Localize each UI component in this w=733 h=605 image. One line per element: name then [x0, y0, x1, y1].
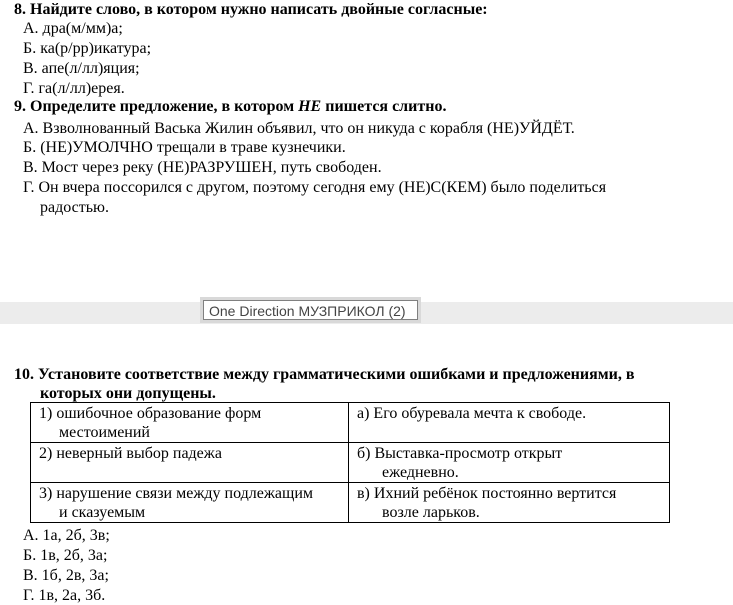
cell-text: 2) неверный выбор падежа — [39, 445, 222, 462]
cell-text-continued: местоимений — [59, 424, 150, 441]
q9-title-prefix: 9. Определите предложение, в котором — [14, 98, 299, 115]
question-10-title-line-2: которых они допущены. — [40, 385, 216, 402]
q10-option-d: Г. 1в, 2а, 3б. — [23, 587, 106, 604]
cell-text: а) Его обуревала мечта к свободе. — [357, 405, 587, 422]
cell-text-continued: возле ларьков. — [382, 504, 480, 521]
cell-text: 3) нарушение связи между подлежащим — [39, 485, 314, 502]
q8-option-b: Б. ка(р/рр)икатура; — [23, 40, 152, 57]
q9-option-b: Б. (НЕ)УМОЛЧНО трещали в траве кузнечики. — [23, 139, 346, 156]
table-row — [31, 403, 670, 443]
q9-option-d-continued: радостью. — [40, 199, 109, 216]
tooltip-popup: One Direction МУЗПРИКОЛ (2) — [203, 300, 418, 320]
table-cell-sentence-a — [349, 403, 670, 443]
cell-text: б) Выставка-просмотр открыт — [357, 445, 563, 462]
q10-option-b: Б. 1в, 2б, 3а; — [23, 547, 108, 564]
q9-option-c: В. Мост через реку (НЕ)РАЗРУШЕН, путь свободен. — [23, 159, 382, 176]
q9-title-suffix: пишется слитно. — [321, 98, 447, 115]
question-8-title: 8. Найдите слово, в котором нужно написать двойные согласные: — [14, 1, 488, 18]
question-10-title-line-1: 10. Установите соответствие между грамматическими ошибками и предложениями, в — [14, 366, 635, 383]
q8-option-d: Г. га(л/лл)ерея. — [23, 80, 125, 97]
table-cell-sentence-b — [349, 443, 670, 483]
q9-option-a: А. Взволнованный Васька Жилин объявил, что он никуда с корабля (НЕ)УЙДЁТ. — [23, 120, 575, 137]
cell-text-continued: и сказуемым — [59, 504, 146, 521]
table-row — [31, 483, 670, 523]
matching-table — [30, 402, 670, 523]
q8-option-a: А. дра(м/мм)а; — [23, 20, 123, 37]
q10-option-a: А. 1а, 2б, 3в; — [23, 527, 110, 544]
table-cell-error-3 — [31, 483, 349, 523]
table-row — [31, 443, 670, 483]
q8-option-c: В. апе(л/лл)яция; — [23, 60, 140, 77]
q9-option-d: Г. Он вчера поссорился с другом, поэтому сегодня ему (НЕ)С(КЕМ) было поделиться — [23, 179, 607, 196]
cell-text: 1) ошибочное образование форм — [39, 405, 262, 422]
table-cell-error-2 — [31, 443, 349, 483]
table-cell-sentence-c — [349, 483, 670, 523]
cell-text-continued: ежедневно. — [382, 464, 459, 481]
q9-title-emphasis: НЕ — [298, 98, 322, 115]
question-9-title — [14, 97, 446, 116]
table-cell-error-1 — [31, 403, 349, 443]
q10-option-c: В. 1б, 2в, 3а; — [23, 567, 109, 584]
cell-text: в) Ихний ребёнок постоянно вертится — [357, 485, 617, 502]
